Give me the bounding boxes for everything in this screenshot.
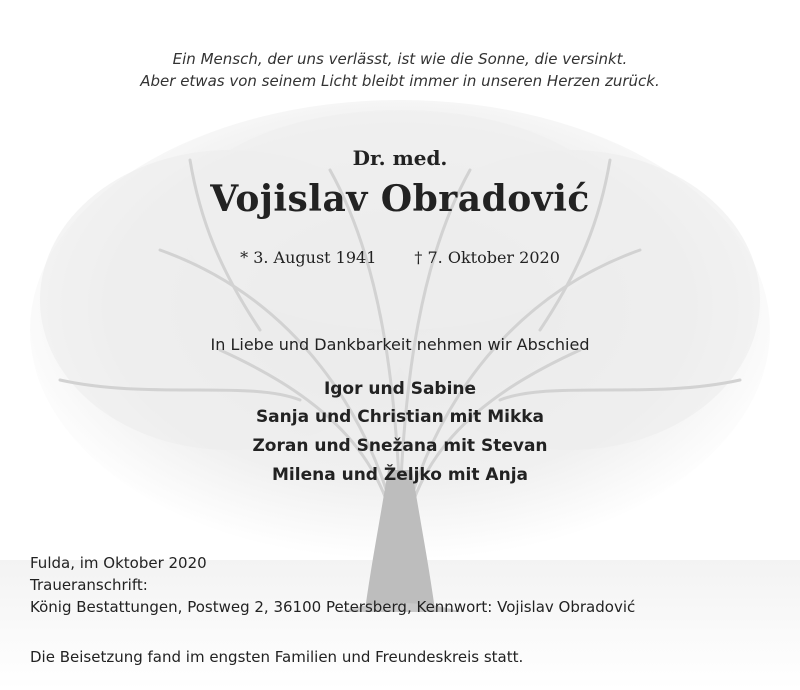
- farewell-text: In Liebe und Dankbarkeit nehmen wir Abschied: [210, 335, 590, 354]
- burial-note: Die Beisetzung fand im engsten Familien und Freundeskreis statt.: [30, 648, 524, 666]
- funeral-home-address: König Bestattungen, Postweg 2, 36100 Petersberg, Kennwort: Vojislav Obradović: [30, 598, 636, 616]
- mourner-line: Sanja und Christian mit Mikka: [255, 407, 545, 427]
- mourner-line: Igor und Sabine: [323, 379, 477, 399]
- quote-line-2: Aber etwas von seinem Licht bleibt immer in unseren Herzen zurück.: [140, 72, 660, 90]
- death-date: † 7. Oktober 2020: [414, 248, 560, 267]
- place-date: Fulda, im Oktober 2020: [30, 554, 207, 572]
- academic-title: Dr. med.: [352, 146, 448, 170]
- life-dates: [0, 248, 800, 267]
- quote-line-1: Ein Mensch, der uns verlässt, ist wie die Sonne, die versinkt.: [172, 50, 628, 68]
- birth-date: * 3. August 1941: [240, 248, 377, 267]
- mourner-line: Zoran und Snežana mit Stevan: [252, 436, 548, 456]
- mourner-line: Milena und Željko mit Anja: [272, 465, 528, 485]
- deceased-name: Vojislav Obradović: [210, 178, 590, 220]
- address-label: Traueranschrift:: [30, 576, 148, 594]
